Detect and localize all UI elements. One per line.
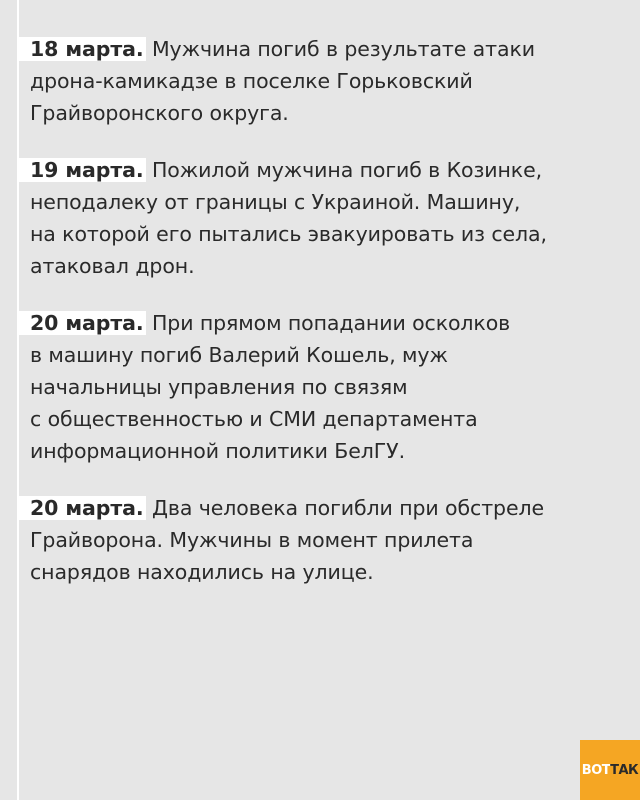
entry-text-line: неподалеку от границы с Украиной. Машину, [30,190,521,214]
entry-first-line [30,154,620,186]
entry-text-line: Грайворонского округа. [30,101,289,125]
entry-text-line: Грайворона. Мужчины в момент прилета [30,528,474,552]
entry-text-line: Два человека погибли при обстреле [151,496,544,520]
entry-text-line: снарядов находились на улице. [30,560,374,584]
left-rule [17,0,19,800]
news-entry [30,33,620,129]
news-entry [30,492,620,588]
entry-first-line [30,33,620,65]
entry-first-line [30,492,620,524]
entry-date: 20 марта. [17,496,146,520]
votak-logo [580,740,640,800]
entry-date: 19 марта. [17,158,146,182]
entry-text-line: в машину погиб Валерий Кошель, муж [30,343,448,367]
entry-text-line: атаковал дрон. [30,254,195,278]
entry-text-line: на которой его пытались эвакуировать из села, [30,222,547,246]
news-entry [30,307,620,467]
entry-text-line: информационной политики БелГУ. [30,439,405,463]
news-entry [30,154,620,282]
entry-text-line: начальницы управления по связям [30,375,408,399]
entry-text-line: Мужчина погиб в результате атаки [151,37,535,61]
entry-text-line: Пожилой мужчина погиб в Козинке, [151,158,543,182]
news-list [30,33,620,613]
entry-text-line: дрона-камикадзе в поселке Горьковский [30,69,473,93]
entry-date: 18 марта. [17,37,146,61]
entry-date: 20 марта. [17,311,146,335]
entry-text-line: При прямом попадании осколков [151,311,511,335]
entry-first-line [30,307,620,339]
logo-text-part2: ТАК [610,762,639,778]
entry-text-line: с общественностью и СМИ департамента [30,407,478,431]
logo-text-part1: ВОТ [581,762,611,778]
